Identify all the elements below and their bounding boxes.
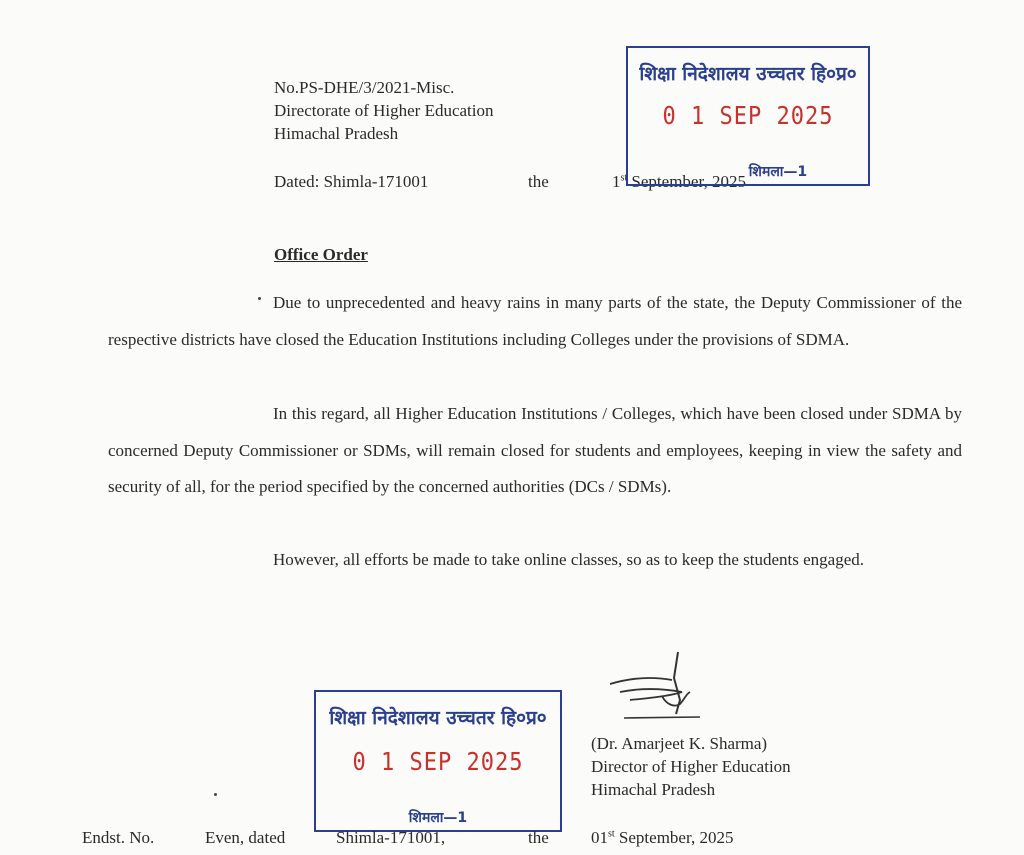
endorsement-date (591, 828, 733, 848)
endorsement-day: 01 (591, 828, 608, 847)
stamp-heading-bottom: शिक्षा निदेशालय उच्चतर हि०प्र० (329, 707, 547, 729)
endorsement-even-dated: Even, dated (205, 828, 286, 847)
dated-month-year: September, 2025 (631, 172, 746, 191)
stamp-date-bottom: 0 1 SEP 2025 (352, 748, 524, 777)
reference-number: No.PS-DHE/3/2021-Misc. (274, 78, 455, 97)
signature-icon (600, 648, 710, 723)
office-stamp-top (626, 46, 870, 186)
paragraph-2 (108, 396, 962, 506)
endorsement-number: Endst. No. (82, 828, 155, 847)
scan-mark (258, 297, 261, 300)
endorsement-month-year: September, 2025 (618, 828, 734, 847)
dated-label: Dated: Shimla-171001 (274, 172, 429, 191)
signatory-state: Himachal Pradesh (591, 780, 716, 799)
endorsement-day-suffix: st (608, 828, 615, 840)
paragraph-3-text: However, all efforts be made to take online classes, so as to keep the students engaged. (273, 550, 864, 569)
paragraph-1 (108, 285, 962, 358)
stamp-place: शिमला—1 (748, 164, 808, 180)
scan-mark (214, 793, 217, 796)
endorsement-the: the (528, 828, 549, 847)
stamp-place-bottom: शिमला—1 (408, 810, 468, 826)
paragraph-3 (108, 542, 962, 579)
dated-the: the (528, 172, 549, 191)
paragraph-1-text: Due to unprecedented and heavy rains in many parts of the state, the Deputy Commissioner of the respective districts have closed the Education Institutions including Colleges under the provisions of SDMA. (108, 293, 962, 349)
office-name: Directorate of Higher Education (274, 101, 494, 120)
endorsement-place: Shimla-171001, (336, 828, 446, 847)
stamp-heading: शिक्षा निदेशालय उच्चतर हि०प्र० (639, 63, 857, 85)
stamp-date: 0 1 SEP 2025 (662, 102, 834, 131)
office-state: Himachal Pradesh (274, 124, 399, 143)
signatory-name: (Dr. Amarjeet K. Sharma) (591, 734, 768, 753)
paragraph-2-text: In this regard, all Higher Education Institutions / Colleges, which have been closed under SDMA by concerned Deputy Commissioner or SDMs, will remain closed for students and employees, keeping in view the safety and security of all, for the period specified by the concerned authorities (DCs / SDMs). (108, 404, 962, 496)
order-title: Office Order (274, 245, 368, 264)
dated-day-suffix: st (620, 172, 628, 184)
dated-day: 1 (612, 172, 621, 191)
signatory-designation: Director of Higher Education (591, 757, 791, 776)
office-stamp-bottom (314, 690, 562, 832)
